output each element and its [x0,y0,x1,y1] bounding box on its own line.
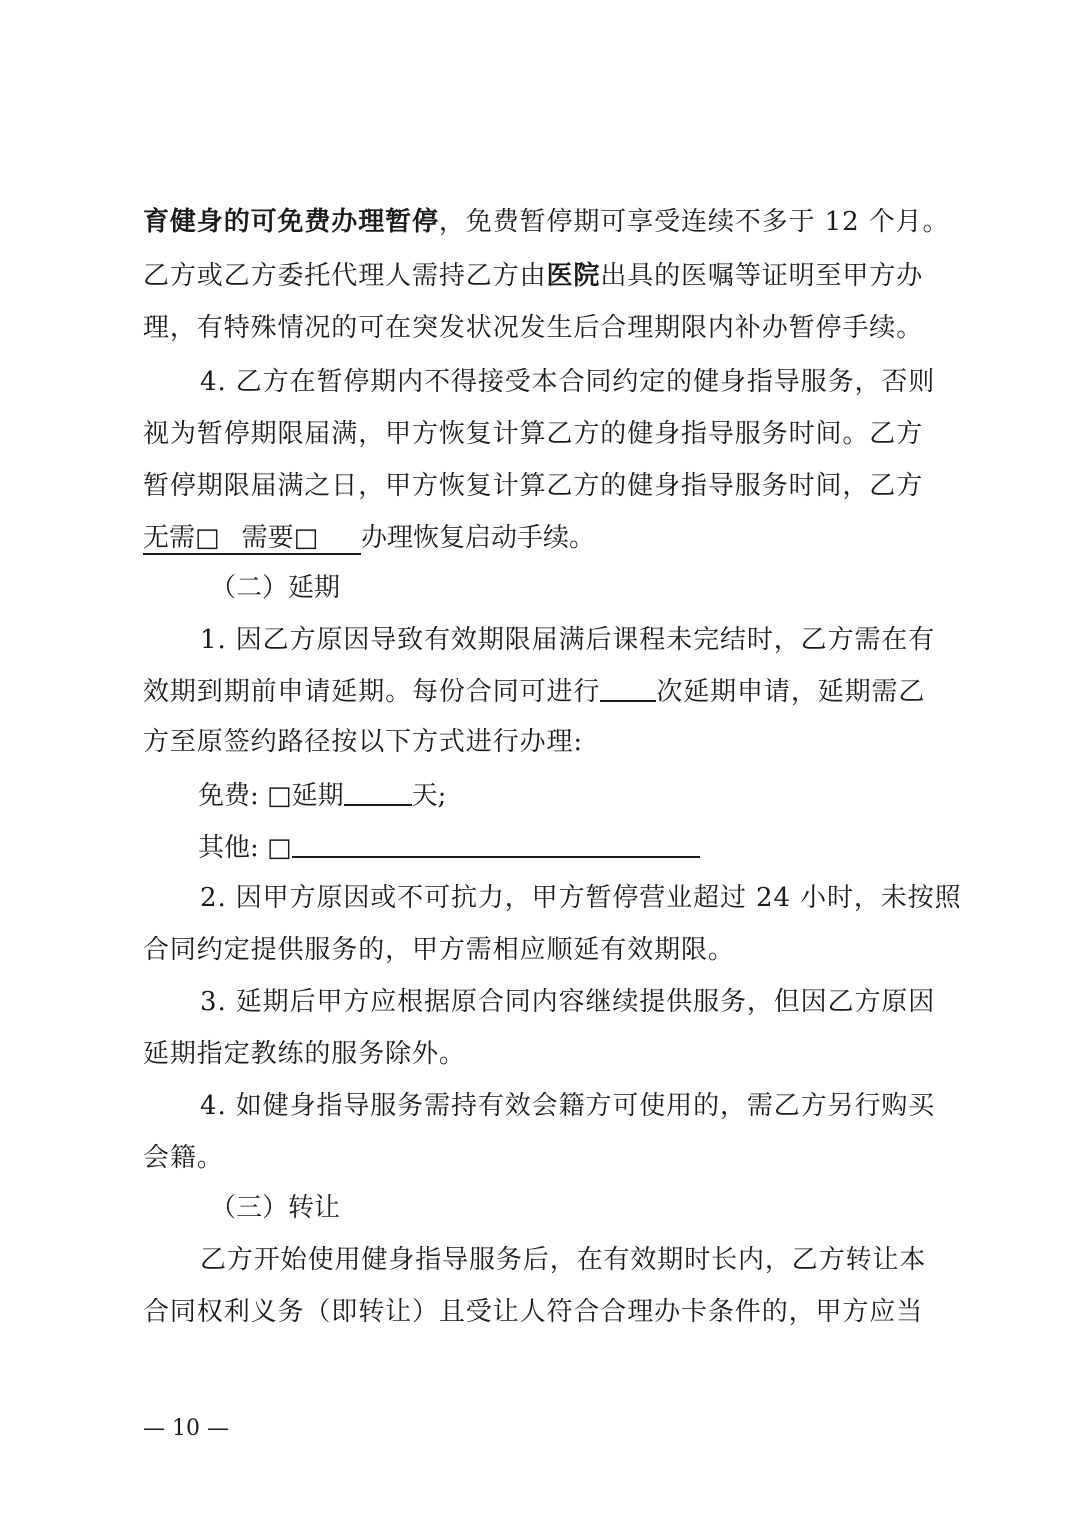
section-heading-transfer: （三）转让 [210,1193,341,1223]
extension-count-blank[interactable] [600,674,656,702]
line-2-post: 出具的医嘱等证明至甲方办 [600,261,924,291]
line-10-post: 次延期申请，延期需乙 [656,677,926,707]
line-7-post: 办理恢复启动手续。 [361,523,596,553]
line-16: 3. 延期后甲方应根据原合同内容继续提供服务，但因乙方原因 [200,987,936,1017]
other-blank[interactable] [292,830,700,858]
option-no-need-checkbox[interactable]: 无需□ [143,523,220,553]
other-option[interactable]: 其他: □ [198,833,292,863]
line-3: 理，有特殊情况的可在突发状况发生后合理期限内补办暂停手续。 [143,313,924,343]
line-13 [198,830,700,866]
line-21: 乙方开始使用健身指导服务后，在有效期时长内，乙方转让本 [200,1245,927,1275]
bold-phrase: 育健身的可免费办理暂停 [143,207,439,237]
option-need-checkbox[interactable]: 需要□ [241,523,319,553]
line-6: 暂停期限届满之日，甲方恢复计算乙方的健身指导服务时间，乙方 [143,471,924,501]
extension-days-blank[interactable] [344,778,412,806]
line-12-post: 天; [411,781,447,811]
line-1 [143,204,949,240]
section-heading-extension: （二）延期 [210,573,341,603]
line-5: 视为暂停期限届满，甲方恢复计算乙方的健身指导服务时间。乙方 [143,419,924,449]
line-10-pre: 效期到期前申请延期。每份合同可进行 [143,677,601,707]
line-17: 延期指定教练的服务除外。 [143,1039,466,1069]
line-2-pre: 乙方或乙方委托代理人需持乙方由 [143,261,547,291]
line-4: 4. 乙方在暂停期内不得接受本合同约定的健身指导服务，否则 [200,367,936,397]
line-22: 合同权利义务（即转让）且受让人符合合理办卡条件的，甲方应当 [143,1297,924,1327]
option-underline [143,523,361,555]
free-extension-option[interactable]: 免费: □延期 [198,781,344,811]
line-15: 合同约定提供服务的，甲方需相应顺延有效期限。 [143,935,735,965]
line-14: 2. 因甲方原因或不可抗力，甲方暂停营业超过 24 小时，未按照 [200,883,962,913]
line-2 [143,258,923,294]
line-1-text: ，免费暂停期可享受连续不多于 12 个月。 [438,207,950,237]
line-11: 方至原签约路径按以下方式进行办理: [143,727,584,757]
line-19: 会籍。 [143,1143,224,1173]
line-7 [143,520,595,556]
line-10 [143,674,925,710]
line-18: 4. 如健身指导服务需持有效会籍方可使用的，需乙方另行购买 [200,1091,936,1121]
page-number: — 10 — [143,1416,229,1441]
bold-word: 医院 [546,261,601,291]
line-9: 1. 因乙方原因导致有效期限届满后课程未完结时，乙方需在有 [200,625,936,655]
line-12 [198,778,446,814]
